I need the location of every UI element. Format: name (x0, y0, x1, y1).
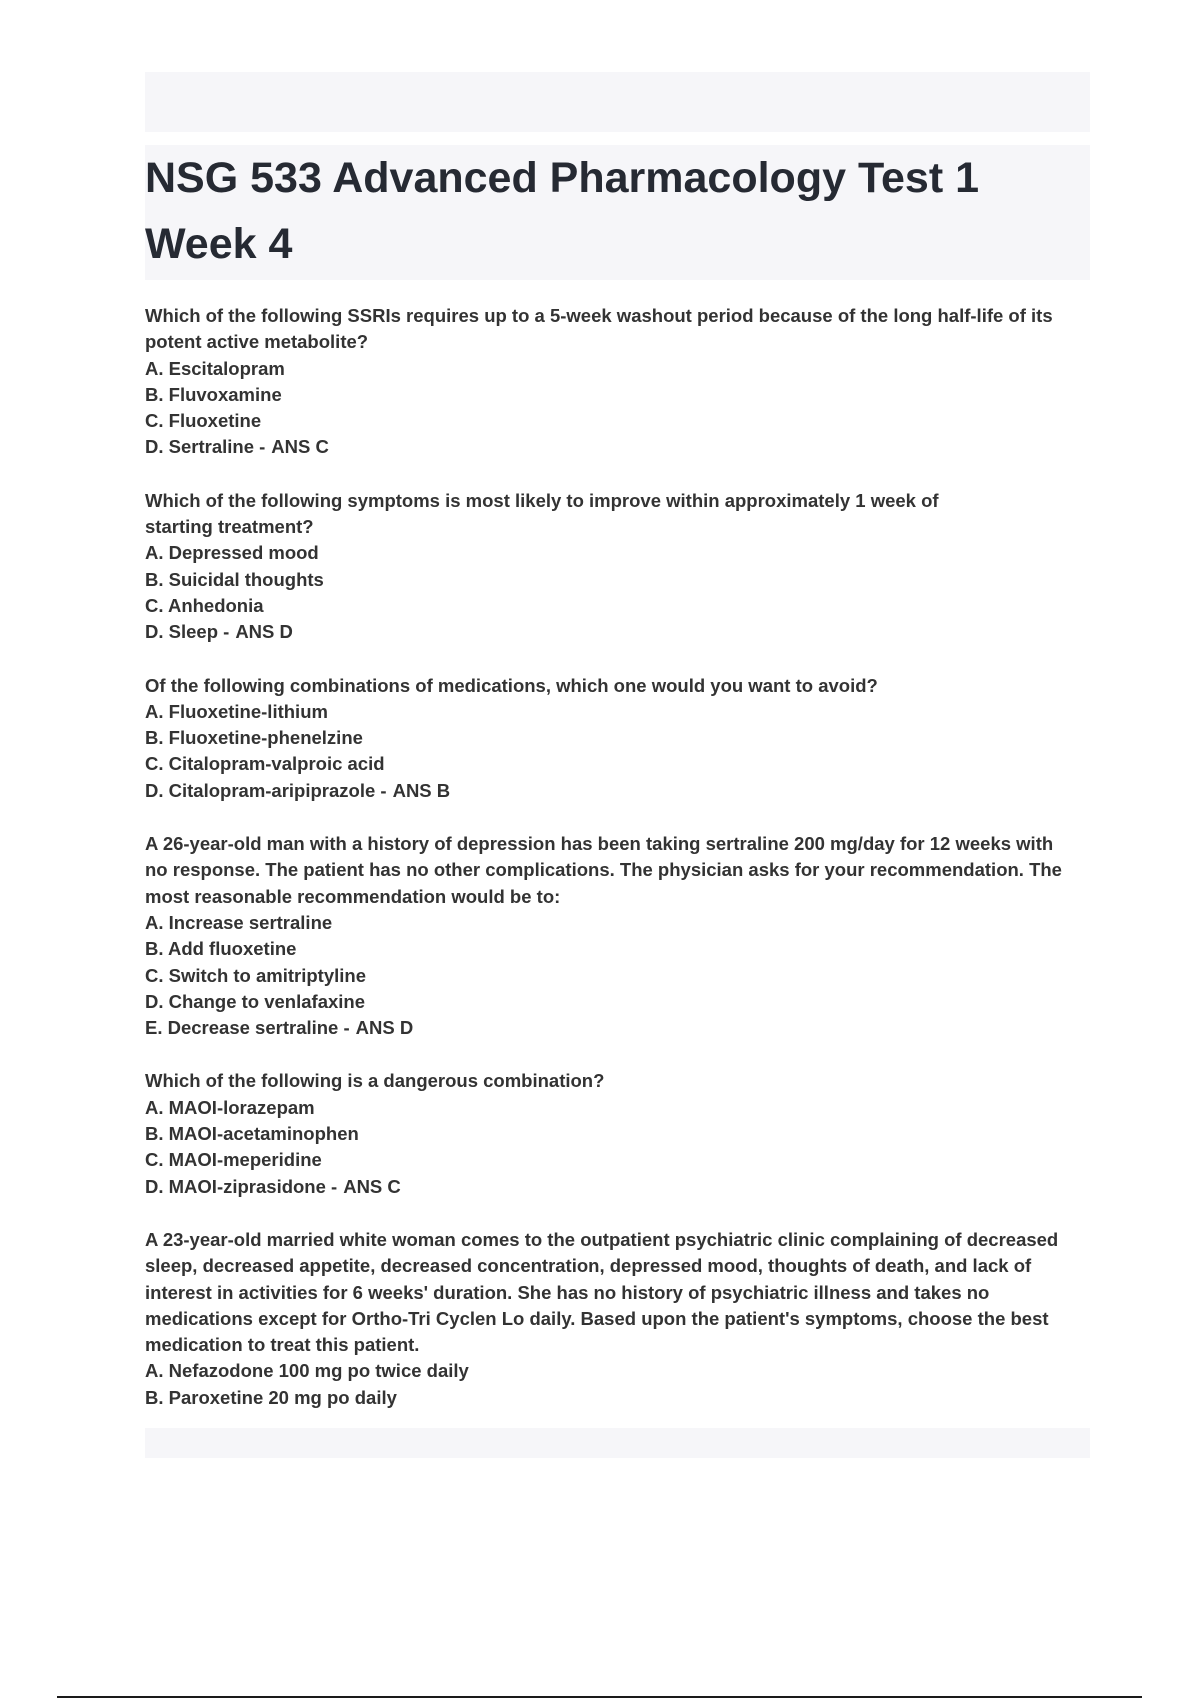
option-b: B. Fluoxetine-phenelzine (145, 727, 363, 749)
question-2 (145, 488, 1075, 646)
question-text: Of the following combinations of medications, which one would you want to avoid? (145, 674, 878, 696)
option-c: C. Citalopram-valproic acid (145, 753, 385, 775)
question-list (145, 303, 1075, 1438)
footer-band (145, 1428, 1090, 1458)
option-e-with-answer (145, 1015, 1075, 1041)
option-a: A. MAOI-lorazepam (145, 1096, 315, 1118)
option-b: B. Suicidal thoughts (145, 568, 324, 590)
question-6 (145, 1227, 1075, 1411)
option-d: D. Citalopram-aripiprazole - (145, 779, 387, 801)
option-d: D. Sertraline - (145, 436, 266, 458)
question-text: A 23-year-old married white woman comes to the outpatient psychiatric clinic complaining of decreased sleep, decreased appetite, decreased concentration, depressed mood, thoughts of death, and lack of interest in activities for 6 weeks' duration. She has no history of psychiatric illness and takes no medications except for Ortho-Tri Cyclen Lo daily. Based upon the patient's symptoms, choose the best medication to treat this patient. (145, 1228, 1059, 1356)
option-d: D. Sleep - (145, 621, 230, 643)
answer-key: ANS C (271, 436, 329, 458)
question-1 (145, 303, 1075, 461)
page-title: NSG 533 Advanced Pharmacology Test 1 Week 4 (145, 154, 980, 268)
question-3 (145, 673, 1075, 804)
header-band (145, 72, 1090, 132)
question-4 (145, 831, 1075, 1041)
question-5 (145, 1068, 1075, 1199)
answer-key: ANS D (355, 1017, 414, 1039)
answer-key: ANS C (343, 1175, 401, 1197)
option-c: C. MAOI-meperidine (145, 1149, 322, 1171)
option-d: D. Change to venlafaxine (145, 990, 365, 1012)
option-b: B. Add fluoxetine (145, 938, 297, 960)
option-d-with-answer (145, 1174, 1075, 1200)
option-a: A. Fluoxetine-lithium (145, 700, 328, 722)
option-d-with-answer (145, 619, 1075, 645)
question-text: Which of the following symptoms is most likely to improve within approximately 1 week of starting treatment? (145, 489, 939, 538)
option-a: A. Increase sertraline (145, 911, 333, 933)
question-text: Which of the following SSRIs requires up to a 5-week washout period because of the long half-life of its potent active metabolite? (145, 305, 1053, 353)
answer-key: ANS B (392, 779, 451, 801)
question-text: Which of the following is a dangerous combination? (145, 1070, 605, 1092)
option-a: A. Depressed mood (145, 542, 319, 564)
option-d-with-answer (145, 778, 1075, 804)
option-b: B. Paroxetine 20 mg po daily (145, 1386, 397, 1408)
answer-key: ANS D (235, 621, 293, 643)
option-c: C. Switch to amitriptyline (145, 964, 366, 986)
question-text: A 26-year-old man with a history of depression has been taking sertraline 200 mg/day for 12 weeks with no response. The patient has no other complications. The physician asks for your recommendation. The most reasonable recommendation would be to: (145, 833, 1062, 907)
option-e: E. Decrease sertraline - (145, 1017, 350, 1039)
option-a: A. Nefazodone 100 mg po twice daily (145, 1360, 469, 1382)
option-c: C. Anhedonia (145, 594, 264, 616)
option-c: C. Fluoxetine (145, 410, 262, 432)
page-bottom-rule (57, 1696, 1142, 1698)
title-band (145, 145, 1090, 280)
option-b: B. MAOI-acetaminophen (145, 1123, 359, 1145)
option-d-with-answer (145, 434, 1075, 460)
option-a: A. Escitalopram (145, 357, 285, 379)
option-b: B. Fluvoxamine (145, 383, 282, 405)
option-d: D. MAOI-ziprasidone - (145, 1175, 338, 1197)
